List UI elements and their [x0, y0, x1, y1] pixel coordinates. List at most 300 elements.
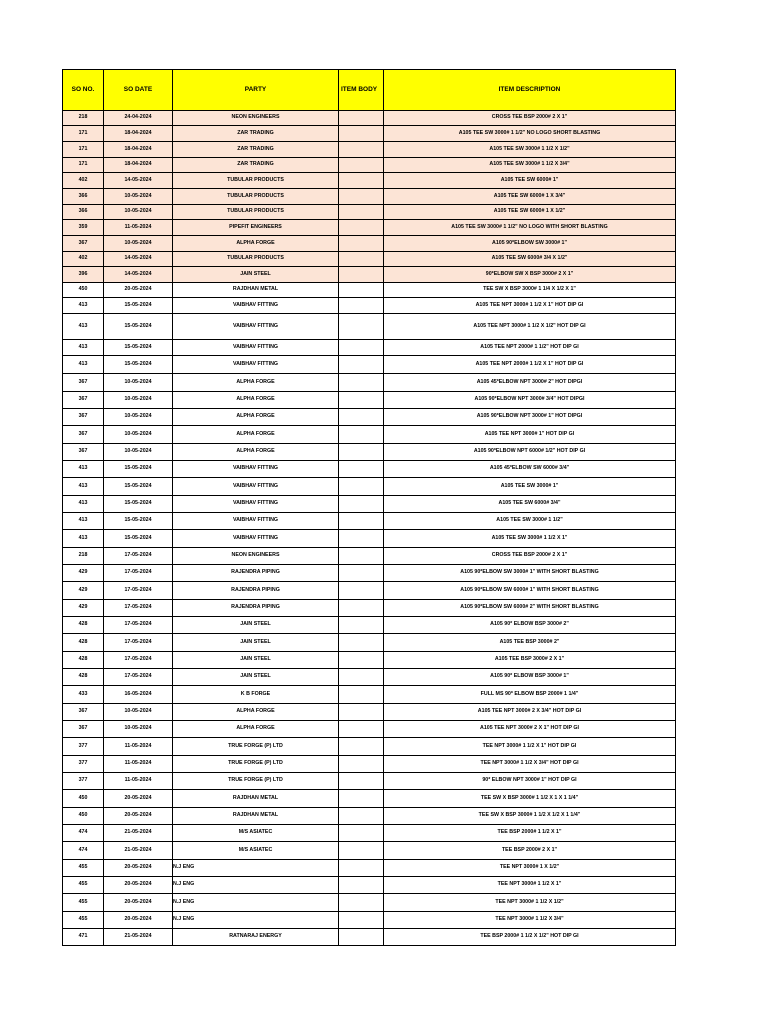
cell-item-body — [339, 314, 384, 340]
cell-party: N.J ENG — [173, 912, 339, 929]
cell-item-body — [339, 267, 384, 283]
cell-so-no: 171 — [63, 142, 104, 158]
cell-so-no: 402 — [63, 173, 104, 189]
cell-item-body — [339, 842, 384, 860]
cell-so-no: 402 — [63, 252, 104, 267]
table-row — [63, 773, 676, 790]
cell-so-date: 10-05-2024 — [104, 721, 173, 738]
cell-item-description: A105 TEE NPT 3000# 1 1/2 X 1" HOT DIP GI — [384, 298, 676, 314]
cell-item-body — [339, 860, 384, 877]
cell-so-date: 16-05-2024 — [104, 686, 173, 704]
cell-item-description: TEE BSP 2000# 1 1/2 X 1/2" HOT DIP GI — [384, 929, 676, 946]
cell-item-body — [339, 513, 384, 530]
table-row — [63, 111, 676, 126]
cell-party: TUBULAR PRODUCTS — [173, 205, 339, 220]
cell-item-body — [339, 877, 384, 894]
table-row — [63, 189, 676, 205]
cell-item-body — [339, 912, 384, 929]
table-row — [63, 340, 676, 356]
cell-so-no: 433 — [63, 686, 104, 704]
table-row — [63, 756, 676, 773]
cell-so-date: 15-05-2024 — [104, 461, 173, 478]
cell-party: TRUE FORGE (P) LTD — [173, 756, 339, 773]
cell-item-description: CROSS TEE BSP 2000# 2 X 1" — [384, 548, 676, 565]
cell-item-body — [339, 652, 384, 669]
cell-item-body — [339, 929, 384, 946]
cell-so-date: 21-05-2024 — [104, 825, 173, 842]
cell-so-no: 429 — [63, 600, 104, 617]
cell-so-date: 10-05-2024 — [104, 409, 173, 426]
cell-so-date: 15-05-2024 — [104, 496, 173, 513]
table-row — [63, 496, 676, 513]
table-row — [63, 173, 676, 189]
cell-item-description: TEE SW X BSP 3000# 1 1/4 X 1/2 X 1" — [384, 283, 676, 298]
cell-so-no: 171 — [63, 126, 104, 142]
cell-party: ALPHA FORGE — [173, 236, 339, 252]
cell-party: TUBULAR PRODUCTS — [173, 252, 339, 267]
cell-so-no: 474 — [63, 842, 104, 860]
table-row — [63, 283, 676, 298]
cell-item-description: A105 90*ELBOW NPT 3000# 3/4" HOT DIPGI — [384, 392, 676, 409]
cell-so-date: 21-05-2024 — [104, 842, 173, 860]
cell-so-date: 20-05-2024 — [104, 912, 173, 929]
cell-so-date: 15-05-2024 — [104, 478, 173, 496]
cell-item-description: A105 TEE NPT 3000# 1" HOT DIP GI — [384, 426, 676, 444]
cell-so-date: 20-05-2024 — [104, 877, 173, 894]
cell-so-date: 15-05-2024 — [104, 356, 173, 374]
cell-so-date: 20-05-2024 — [104, 894, 173, 912]
cell-party: ZAR TRADING — [173, 142, 339, 158]
cell-item-description: A105 TEE SW 3000# 1 1/2" NO LOGO SHORT BLASTING — [384, 126, 676, 142]
cell-so-no: 367 — [63, 374, 104, 392]
cell-party: NEON ENGINEERS — [173, 548, 339, 565]
table-row — [63, 298, 676, 314]
cell-so-no: 359 — [63, 220, 104, 236]
cell-so-no: 413 — [63, 298, 104, 314]
cell-so-no: 377 — [63, 756, 104, 773]
cell-party: ALPHA FORGE — [173, 426, 339, 444]
cell-so-date: 10-05-2024 — [104, 426, 173, 444]
cell-item-description: A105 TEE SW 3000# 1 1/2 X 1/2" — [384, 142, 676, 158]
cell-so-no: 413 — [63, 340, 104, 356]
table-row — [63, 409, 676, 426]
table-row — [63, 808, 676, 825]
cell-so-date: 17-05-2024 — [104, 652, 173, 669]
cell-so-no: 455 — [63, 912, 104, 929]
cell-item-body — [339, 721, 384, 738]
table-row — [63, 617, 676, 634]
cell-so-date: 11-05-2024 — [104, 738, 173, 756]
cell-so-date: 10-05-2024 — [104, 189, 173, 205]
table-row — [63, 392, 676, 409]
table-row — [63, 426, 676, 444]
cell-so-no: 450 — [63, 790, 104, 808]
cell-item-description: TEE NPT 3000# 1 X 1/2" — [384, 860, 676, 877]
cell-item-description: TEE BSP 2000# 2 X 1" — [384, 842, 676, 860]
table-row — [63, 356, 676, 374]
cell-so-date: 18-04-2024 — [104, 142, 173, 158]
cell-item-description: A105 90* ELBOW BSP 3000# 2" — [384, 617, 676, 634]
cell-item-description: A105 90*ELBOW SW 6000# 2" WITH SHORT BLASTING — [384, 600, 676, 617]
cell-party: RAJENDRA PIPING — [173, 582, 339, 600]
cell-so-date: 20-05-2024 — [104, 860, 173, 877]
cell-so-no: 367 — [63, 721, 104, 738]
cell-item-description: A105 90*ELBOW SW 3000# 1" — [384, 236, 676, 252]
table-row — [63, 912, 676, 929]
cell-item-body — [339, 548, 384, 565]
cell-so-no: 428 — [63, 669, 104, 686]
cell-so-no: 413 — [63, 513, 104, 530]
cell-so-no: 413 — [63, 478, 104, 496]
cell-so-no: 377 — [63, 738, 104, 756]
cell-so-date: 15-05-2024 — [104, 530, 173, 548]
cell-item-body — [339, 894, 384, 912]
cell-party: ALPHA FORGE — [173, 374, 339, 392]
cell-party: N.J ENG — [173, 894, 339, 912]
cell-item-description: A105 TEE BSP 3000# 2" — [384, 634, 676, 652]
cell-so-date: 20-05-2024 — [104, 790, 173, 808]
cell-item-description: A105 TEE SW 3000# 1 1/2 X 3/4" — [384, 158, 676, 173]
cell-item-description: A105 TEE NPT 3000# 2 X 3/4" HOT DIP GI — [384, 704, 676, 721]
cell-party: TUBULAR PRODUCTS — [173, 189, 339, 205]
cell-party: VAIBHAV FITTING — [173, 340, 339, 356]
cell-so-date: 20-05-2024 — [104, 283, 173, 298]
cell-so-no: 413 — [63, 461, 104, 478]
table-row — [63, 252, 676, 267]
cell-party: NEON ENGINEERS — [173, 111, 339, 126]
header-so-no: SO NO. — [63, 70, 104, 111]
cell-item-body — [339, 461, 384, 478]
cell-so-date: 15-05-2024 — [104, 298, 173, 314]
cell-so-no: 413 — [63, 530, 104, 548]
cell-party: VAIBHAV FITTING — [173, 496, 339, 513]
cell-item-description: 90* ELBOW NPT 3000# 1" HOT DIP GI — [384, 773, 676, 790]
cell-party: N.J ENG — [173, 877, 339, 894]
cell-item-description: A105 90* ELBOW BSP 3000# 1" — [384, 669, 676, 686]
cell-so-date: 10-05-2024 — [104, 205, 173, 220]
cell-party: TRUE FORGE (P) LTD — [173, 773, 339, 790]
cell-item-body — [339, 669, 384, 686]
cell-party: RATNARAJ ENERGY — [173, 929, 339, 946]
table-row — [63, 721, 676, 738]
header-item-body: ITEM BODY — [339, 70, 384, 111]
cell-party: RAJDHAN METAL — [173, 283, 339, 298]
cell-item-body — [339, 356, 384, 374]
cell-so-date: 10-05-2024 — [104, 444, 173, 461]
cell-item-body — [339, 530, 384, 548]
cell-item-description: A105 90*ELBOW NPT 3000# 1" HOT DIPGI — [384, 409, 676, 426]
table-row — [63, 530, 676, 548]
cell-party: RAJDHAN METAL — [173, 808, 339, 825]
cell-item-description: 90*ELBOW SW X BSP 3000# 2 X 1" — [384, 267, 676, 283]
table-row — [63, 929, 676, 946]
table-row — [63, 790, 676, 808]
cell-so-no: 218 — [63, 548, 104, 565]
cell-item-description: A105 TEE BSP 3000# 2 X 1" — [384, 652, 676, 669]
table-row — [63, 548, 676, 565]
cell-so-no: 455 — [63, 894, 104, 912]
cell-so-no: 171 — [63, 158, 104, 173]
cell-so-no: 428 — [63, 617, 104, 634]
header-row — [63, 70, 676, 111]
cell-party: RAJENDRA PIPING — [173, 565, 339, 582]
cell-item-description: A105 TEE SW 6000# 3/4 X 1/2" — [384, 252, 676, 267]
cell-item-body — [339, 444, 384, 461]
table-row — [63, 478, 676, 496]
cell-so-no: 450 — [63, 283, 104, 298]
cell-party: TRUE FORGE (P) LTD — [173, 738, 339, 756]
cell-item-body — [339, 409, 384, 426]
table-row — [63, 513, 676, 530]
cell-item-body — [339, 756, 384, 773]
cell-item-body — [339, 173, 384, 189]
cell-item-description: TEE NPT 3000# 1 1/2 X 3/4" — [384, 912, 676, 929]
cell-item-body — [339, 704, 384, 721]
table-row — [63, 600, 676, 617]
cell-so-no: 367 — [63, 426, 104, 444]
cell-item-body — [339, 392, 384, 409]
table-row — [63, 686, 676, 704]
cell-party: M/S ASIATEC — [173, 842, 339, 860]
sales-order-table — [62, 69, 676, 946]
cell-so-date: 15-05-2024 — [104, 513, 173, 530]
cell-item-body — [339, 111, 384, 126]
table-row — [63, 738, 676, 756]
table-row — [63, 842, 676, 860]
cell-item-body — [339, 298, 384, 314]
cell-item-body — [339, 220, 384, 236]
cell-so-date: 17-05-2024 — [104, 582, 173, 600]
table-row — [63, 894, 676, 912]
cell-party: VAIBHAV FITTING — [173, 513, 339, 530]
cell-item-description: A105 45*ELBOW NPT 3000# 2" HOT DIPGI — [384, 374, 676, 392]
table-row — [63, 704, 676, 721]
cell-party: JAIN STEEL — [173, 634, 339, 652]
cell-item-description: CROSS TEE BSP 2000# 2 X 1" — [384, 111, 676, 126]
cell-so-no: 396 — [63, 267, 104, 283]
cell-item-description: A105 TEE NPT 2000# 1 1/2 X 1" HOT DIP GI — [384, 356, 676, 374]
cell-so-date: 17-05-2024 — [104, 617, 173, 634]
cell-party: N.J ENG — [173, 860, 339, 877]
cell-so-no: 413 — [63, 496, 104, 513]
cell-so-date: 18-04-2024 — [104, 126, 173, 142]
cell-so-no: 471 — [63, 929, 104, 946]
cell-so-no: 428 — [63, 634, 104, 652]
cell-item-body — [339, 189, 384, 205]
cell-item-description: A105 TEE SW 6000# 1 X 3/4" — [384, 189, 676, 205]
cell-party: ZAR TRADING — [173, 126, 339, 142]
cell-item-description: A105 TEE SW 3000# 1 1/2 X 1" — [384, 530, 676, 548]
cell-item-body — [339, 374, 384, 392]
cell-party: M/S ASIATEC — [173, 825, 339, 842]
cell-so-no: 367 — [63, 392, 104, 409]
cell-party: ALPHA FORGE — [173, 409, 339, 426]
cell-so-date: 17-05-2024 — [104, 634, 173, 652]
table-row — [63, 461, 676, 478]
cell-item-description: A105 TEE SW 6000# 1" — [384, 173, 676, 189]
table-row — [63, 374, 676, 392]
cell-item-body — [339, 634, 384, 652]
cell-item-body — [339, 600, 384, 617]
table-row — [63, 205, 676, 220]
cell-so-no: 218 — [63, 111, 104, 126]
cell-so-no: 413 — [63, 356, 104, 374]
cell-party: K B FORGE — [173, 686, 339, 704]
cell-so-no: 377 — [63, 773, 104, 790]
cell-item-description: A105 90*ELBOW SW 6000# 1" WITH SHORT BLASTING — [384, 582, 676, 600]
cell-party: PIPEFIT ENGINEERS — [173, 220, 339, 236]
cell-so-no: 366 — [63, 205, 104, 220]
cell-so-date: 15-05-2024 — [104, 340, 173, 356]
table-row — [63, 860, 676, 877]
cell-item-body — [339, 773, 384, 790]
cell-party: VAIBHAV FITTING — [173, 298, 339, 314]
table-row — [63, 236, 676, 252]
cell-so-no: 455 — [63, 860, 104, 877]
cell-party: VAIBHAV FITTING — [173, 461, 339, 478]
table-row — [63, 825, 676, 842]
cell-item-description: TEE NPT 3000# 1 1/2 X 1" — [384, 877, 676, 894]
cell-item-description: TEE SW X BSP 3000# 1 1/2 X 1 X 1 1/4" — [384, 790, 676, 808]
cell-item-body — [339, 340, 384, 356]
cell-so-date: 11-05-2024 — [104, 756, 173, 773]
cell-item-body — [339, 478, 384, 496]
cell-so-no: 413 — [63, 314, 104, 340]
cell-so-date: 14-05-2024 — [104, 173, 173, 189]
cell-party: JAIN STEEL — [173, 617, 339, 634]
cell-item-description: A105 TEE SW 6000# 3/4" — [384, 496, 676, 513]
cell-item-body — [339, 236, 384, 252]
cell-item-description: A105 TEE NPT 3000# 1 1/2 X 1/2" HOT DIP GI — [384, 314, 676, 340]
cell-item-description: A105 90*ELBOW NPT 6000# 1/2" HOT DIP GI — [384, 444, 676, 461]
cell-party: JAIN STEEL — [173, 267, 339, 283]
cell-so-date: 18-04-2024 — [104, 158, 173, 173]
cell-so-no: 429 — [63, 582, 104, 600]
cell-so-date: 14-05-2024 — [104, 267, 173, 283]
cell-item-body — [339, 283, 384, 298]
cell-item-body — [339, 252, 384, 267]
cell-so-no: 429 — [63, 565, 104, 582]
cell-item-body — [339, 738, 384, 756]
cell-item-description: A105 TEE SW 3000# 1 1/2" NO LOGO WITH SHORT BLASTING — [384, 220, 676, 236]
cell-item-description: TEE NPT 3000# 1 1/2 X 3/4" HOT DIP GI — [384, 756, 676, 773]
cell-so-date: 24-04-2024 — [104, 111, 173, 126]
table-row — [63, 877, 676, 894]
cell-item-body — [339, 565, 384, 582]
cell-item-description: A105 45*ELBOW SW 6000# 3/4" — [384, 461, 676, 478]
cell-item-body — [339, 582, 384, 600]
cell-item-body — [339, 426, 384, 444]
cell-party: TUBULAR PRODUCTS — [173, 173, 339, 189]
cell-item-description: A105 TEE NPT 2000# 1 1/2" HOT DIP GI — [384, 340, 676, 356]
cell-party: VAIBHAV FITTING — [173, 530, 339, 548]
cell-item-body — [339, 825, 384, 842]
table-row — [63, 220, 676, 236]
cell-item-body — [339, 686, 384, 704]
cell-party: JAIN STEEL — [173, 669, 339, 686]
cell-party: ALPHA FORGE — [173, 704, 339, 721]
table-body — [63, 111, 676, 946]
cell-so-no: 367 — [63, 704, 104, 721]
cell-item-description: A105 TEE SW 3000# 1" — [384, 478, 676, 496]
table-row — [63, 142, 676, 158]
cell-so-no: 428 — [63, 652, 104, 669]
table-row — [63, 582, 676, 600]
cell-item-description: TEE SW X BSP 3000# 1 1/2 X 1/2 X 1 1/4" — [384, 808, 676, 825]
cell-party: RAJENDRA PIPING — [173, 600, 339, 617]
cell-so-date: 15-05-2024 — [104, 314, 173, 340]
cell-so-date: 20-05-2024 — [104, 808, 173, 825]
cell-so-date: 21-05-2024 — [104, 929, 173, 946]
cell-item-description: A105 90*ELBOW SW 3000# 1" WITH SHORT BLASTING — [384, 565, 676, 582]
cell-party: ALPHA FORGE — [173, 392, 339, 409]
cell-so-no: 367 — [63, 236, 104, 252]
cell-item-description: TEE NPT 3000# 1 1/2 X 1/2" — [384, 894, 676, 912]
cell-so-date: 11-05-2024 — [104, 220, 173, 236]
cell-so-no: 367 — [63, 444, 104, 461]
cell-so-date: 17-05-2024 — [104, 669, 173, 686]
cell-item-body — [339, 496, 384, 513]
cell-so-no: 474 — [63, 825, 104, 842]
cell-item-description: FULL MS 90* ELBOW BSP 2000# 1 1/4" — [384, 686, 676, 704]
table-row — [63, 267, 676, 283]
cell-so-date: 17-05-2024 — [104, 600, 173, 617]
cell-item-body — [339, 205, 384, 220]
cell-item-body — [339, 790, 384, 808]
cell-so-no: 367 — [63, 409, 104, 426]
cell-item-body — [339, 142, 384, 158]
table-row — [63, 444, 676, 461]
cell-so-date: 10-05-2024 — [104, 392, 173, 409]
header-party: PARTY — [173, 70, 339, 111]
cell-so-date: 17-05-2024 — [104, 548, 173, 565]
cell-so-no: 450 — [63, 808, 104, 825]
table-row — [63, 565, 676, 582]
cell-item-description: TEE NPT 3000# 1 1/2 X 1" HOT DIP GI — [384, 738, 676, 756]
cell-item-description: A105 TEE NPT 3000# 2 X 1" HOT DIP GI — [384, 721, 676, 738]
table-row — [63, 158, 676, 173]
cell-so-date: 10-05-2024 — [104, 704, 173, 721]
cell-item-description: TEE BSP 2000# 1 1/2 X 1" — [384, 825, 676, 842]
cell-so-date: 14-05-2024 — [104, 252, 173, 267]
header-item-description: ITEM DESCRIPTION — [384, 70, 676, 111]
cell-party: ALPHA FORGE — [173, 721, 339, 738]
cell-party: ZAR TRADING — [173, 158, 339, 173]
cell-item-description: A105 TEE SW 6000# 1 X 1/2" — [384, 205, 676, 220]
cell-item-body — [339, 158, 384, 173]
cell-so-date: 10-05-2024 — [104, 374, 173, 392]
table-row — [63, 669, 676, 686]
cell-so-no: 366 — [63, 189, 104, 205]
cell-so-date: 10-05-2024 — [104, 236, 173, 252]
cell-item-body — [339, 126, 384, 142]
cell-item-body — [339, 617, 384, 634]
header-so-date: SO DATE — [104, 70, 173, 111]
cell-so-date: 17-05-2024 — [104, 565, 173, 582]
cell-so-date: 11-05-2024 — [104, 773, 173, 790]
table-row — [63, 314, 676, 340]
cell-party: ALPHA FORGE — [173, 444, 339, 461]
table-row — [63, 634, 676, 652]
cell-item-description: A105 TEE SW 3000# 1 1/2" — [384, 513, 676, 530]
cell-party: JAIN STEEL — [173, 652, 339, 669]
cell-party: VAIBHAV FITTING — [173, 478, 339, 496]
cell-so-no: 455 — [63, 877, 104, 894]
cell-party: VAIBHAV FITTING — [173, 314, 339, 340]
table-row — [63, 652, 676, 669]
cell-item-body — [339, 808, 384, 825]
cell-party: RAJDHAN METAL — [173, 790, 339, 808]
